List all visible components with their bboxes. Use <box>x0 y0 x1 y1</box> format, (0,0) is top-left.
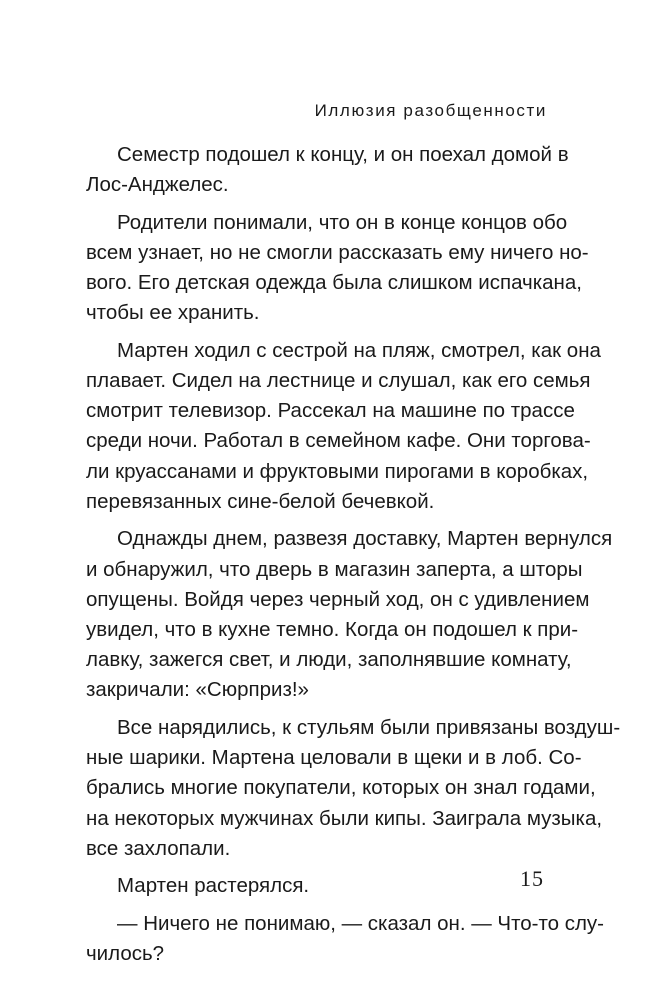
text-line: закричали: «Сюрприз!» <box>86 678 309 702</box>
text-line: Лос-Анджелес. <box>86 173 229 197</box>
text-line: Мартен растерялся. <box>117 874 310 898</box>
text-line: перевязанных сине-белой бечевкой. <box>86 489 435 513</box>
text-line: брались многие покупатели, которых он знал годами, <box>86 776 596 800</box>
text-line: лавку, зажегся свет, и люди, заполнявшие комнату, <box>86 648 572 672</box>
text-line: увидел, что в кухне темно. Когда он подошел к при- <box>86 617 579 641</box>
paragraph <box>86 524 613 705</box>
paragraph <box>86 871 552 901</box>
text-line: ли круассанами и фруктовыми пирогами в коробках, <box>86 459 589 483</box>
text-line: Семестр подошел к концу, и он поехал домой в <box>117 143 569 166</box>
text-line: среди ночи. Работал в семейном кафе. Они торгова- <box>86 429 591 453</box>
text-line: Мартен ходил с сестрой на пляж, смотрел, как она <box>117 338 601 362</box>
text-line: опущены. Войдя через черный ход, он с удивлением <box>86 587 590 611</box>
paragraph <box>86 713 621 864</box>
text-line: Однажды днем, развезя доставку, Мартен вернулся <box>117 527 613 551</box>
text-line: все захлопали. <box>86 836 231 860</box>
text-line: вого. Его детская одежда была слишком испачкана, <box>86 271 582 295</box>
text-line: на некоторых мужчинах были кипы. Заиграла музыка, <box>86 806 603 830</box>
paragraph <box>86 208 589 329</box>
page-number: 15 <box>520 866 544 891</box>
text-line: Все нарядились, к стульям были привязаны воздуш- <box>117 715 621 739</box>
running-title: Иллюзия разобщенности <box>314 101 547 120</box>
paragraph <box>86 140 569 200</box>
text-line: — Ничего не понимаю, — сказал он. — Что-то слу- <box>117 911 605 935</box>
text-line: и обнаружил, что дверь в магазин заперта, а шторы <box>86 557 583 581</box>
text-line: смотрит телевизор. Рассекал на машине по трассе <box>86 399 575 423</box>
body-text <box>86 140 621 969</box>
text-line: чилось? <box>86 942 165 966</box>
paragraph <box>86 909 605 969</box>
paragraph <box>86 336 601 517</box>
text-line: плавает. Сидел на лестнице и слушал, как его семья <box>86 369 591 393</box>
text-line: Родители понимали, что он в конце концов обо <box>117 210 568 234</box>
text-line: всем узнает, но не смогли рассказать ему ничего но- <box>86 240 589 264</box>
text-line: чтобы ее хранить. <box>86 301 260 325</box>
text-line: ные шарики. Мартена целовали в щеки и в лоб. Со- <box>86 746 582 770</box>
